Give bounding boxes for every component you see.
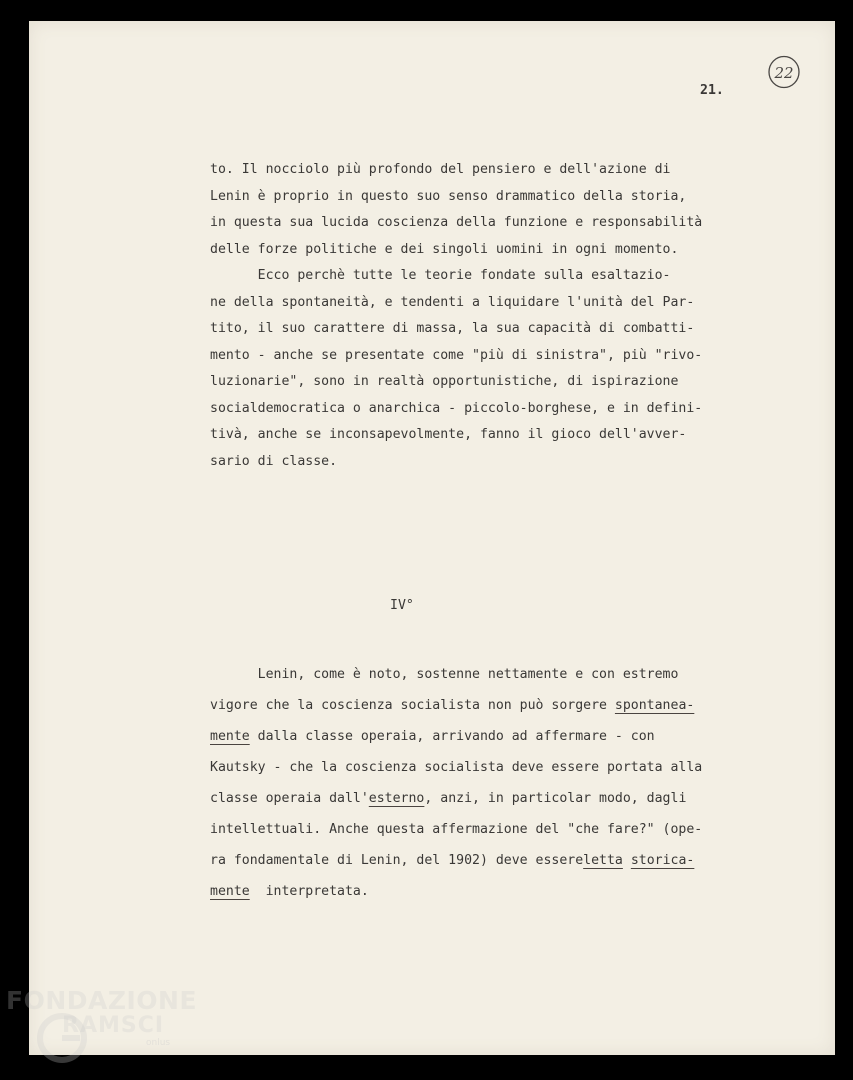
archive-mark-number: 22 <box>774 64 794 82</box>
text-line <box>210 690 820 721</box>
underlined-word: mente <box>210 884 250 899</box>
text-line: ne della spontaneità, e tendenti a liquidare l'unità del Par- <box>210 294 695 310</box>
fondazione-gramsci-watermark <box>6 986 221 1066</box>
text-segment: interpretata. <box>249 884 369 899</box>
text-segment: vigore che la coscienza socialista non può sorgere <box>210 698 615 713</box>
text-line: sario di classe. <box>210 453 338 469</box>
watermark-line3: onlus <box>146 1038 171 1048</box>
text-line: Lenin è proprio in questo suo senso drammatico della storia, <box>210 188 687 204</box>
watermark-line1: FONDAZIONE <box>6 986 198 1015</box>
text-line <box>210 845 820 876</box>
text-line: intellettuali. Anche questa affermazione del "che fare?" (ope- <box>210 822 703 837</box>
underlined-word: storica- <box>630 853 695 868</box>
text-segment: dalla classe operaia, arrivando ad affermare - con <box>249 729 655 744</box>
watermark-line2: RAMSCI <box>62 1013 165 1038</box>
text-segment: classe operaia dall' <box>210 791 369 806</box>
text-segment: ra fondamentale di Lenin, del 1902) deve essere <box>210 853 584 868</box>
text-line: tivà, anche se inconsapevolmente, fanno il gioco dell'avver- <box>210 427 687 442</box>
text-line: in questa sua lucida coscienza della funzione e responsabilità <box>210 215 703 230</box>
underlined-word: mente <box>210 729 250 744</box>
text-line <box>210 721 820 752</box>
text-line <box>210 783 820 814</box>
text-line: Lenin, come è noto, sostenne nettamente e con estremo <box>210 667 679 682</box>
document-page <box>29 21 835 1055</box>
paragraph-lenin-consciousness <box>210 659 820 907</box>
text-line: socialdemocratica o anarchica - piccolo-borghese, e in defini- <box>210 400 703 416</box>
text-line: mento - anche se presentate come "più di sinistra", più "rivo- <box>210 347 703 363</box>
section-heading: IV° <box>390 598 414 613</box>
text-segment: , anzi, in particolar modo, dagli <box>424 791 687 806</box>
underlined-word: spontanea- <box>614 698 695 713</box>
page-number: 21. <box>700 83 724 98</box>
text-line: to. Il nocciolo più profondo del pensiero e dell'azione di <box>210 162 671 177</box>
underlined-word: esterno <box>368 791 425 806</box>
text-line: luzionarie", sono in realtà opportunistiche, di ispirazione <box>210 374 679 389</box>
archive-mark-circle <box>766 54 802 90</box>
text-line: tito, il suo carattere di massa, la sua capacità di combatti- <box>210 321 695 336</box>
underlined-word: letta <box>583 853 623 868</box>
text-line: Kautsky - che la coscienza socialista deve essere portata alla <box>210 760 703 775</box>
paragraph-spontaneity <box>210 157 820 475</box>
text-line: Ecco perchè tutte le teorie fondate sulla esaltazio- <box>210 268 671 283</box>
text-segment <box>623 853 631 868</box>
text-line <box>210 876 820 907</box>
text-line: delle forze politiche e dei singoli uomini in ogni momento. <box>210 241 679 257</box>
